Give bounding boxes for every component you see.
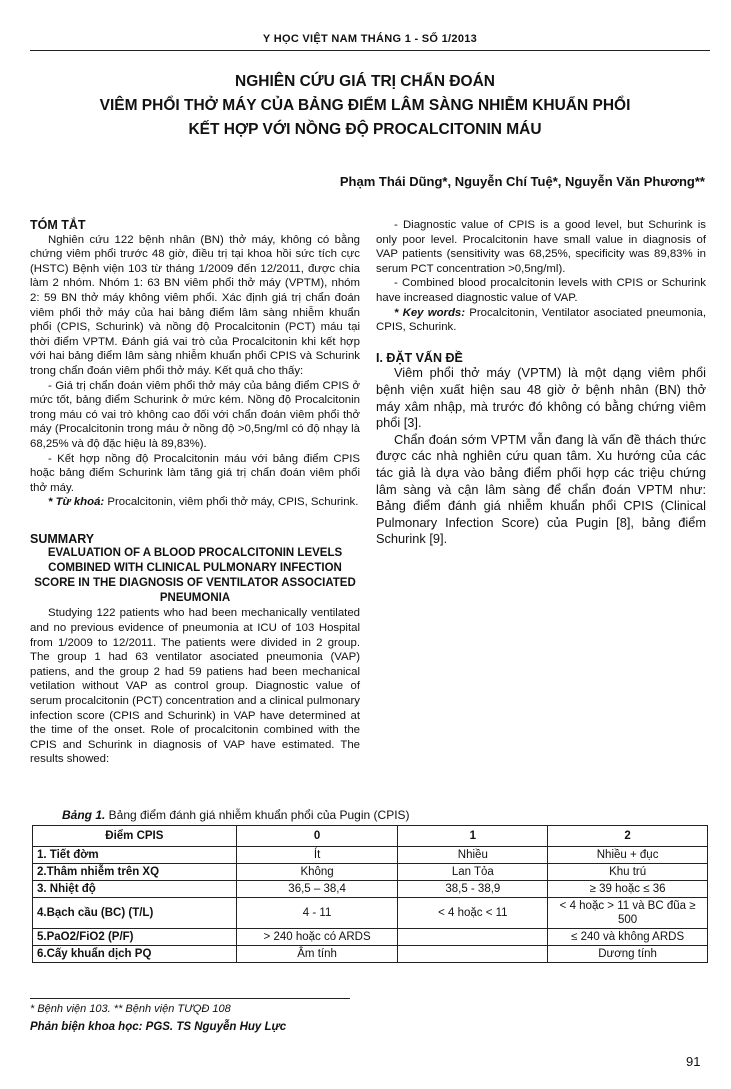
abstract-result-2: - Kết hợp nồng độ Procalcitonin máu với bảng điểm CPIS hoặc bảng điểm Schurink làm tăng giá trị chẩn đoán viêm phổi thở máy.	[30, 452, 360, 494]
table-row	[33, 881, 708, 898]
article-title	[40, 70, 690, 142]
table-cell: Không	[236, 864, 398, 881]
table-header: 0	[236, 826, 398, 847]
table-cell: 36,5 – 38,4	[236, 881, 398, 898]
keywords-label-en: * Key words:	[394, 306, 466, 319]
abstract-result-1: - Giá trị chẩn đoán viêm phổi thở máy của bảng điểm CPIS ở mức tốt, bảng điểm Schurink ở mức kém. Nồng độ Procalcitonin trong máu có vai trò không cao đối với chẩn đoán viêm phổi thở máy (Procalcitonin trong máu ở nồng độ >0,5ng/ml có độ nhạy là 68,25% và độ đặc hiệu là 89,83%).	[30, 379, 360, 450]
keywords-text-en: Procalcitonin, Ventilator asociated pneumonia, CPIS, Schurink.	[376, 306, 706, 334]
intro-heading: I. ĐẶT VẤN ĐỀ	[376, 350, 463, 365]
table-cell: 1. Tiết đờm	[33, 847, 237, 864]
table-row	[33, 847, 708, 864]
page-number: 91	[686, 1054, 701, 1069]
table-cell: 6.Cấy khuẩn dịch PQ	[33, 946, 237, 963]
header-rule	[30, 50, 710, 51]
summary-heading: SUMMARY	[30, 531, 95, 546]
abstract-keywords	[30, 495, 360, 510]
table-cell: 5.PaO2/FiO2 (P/F)	[33, 929, 237, 946]
table-row	[33, 898, 708, 929]
table-cell: ≥ 39 hoặc ≤ 36	[548, 881, 708, 898]
title-line-2: VIÊM PHỔI THỞ MÁY CỦA BẢNG ĐIỂM LÂM SÀNG NHIỄM KHUẨN PHỔI	[99, 97, 631, 114]
intro-paragraph-2: Chẩn đoán sớm VPTM vẫn đang là vấn đề thách thức được các nhà nghiên cứu quan tâm. Xu hướng của các tác giả là dựa vào bảng điểm phối hợp các triệu chứng lâm sàng và cận lâm sàng để chẩn đoán VPTM như: Bảng điểm đánh giá nhiễm khuẩn phổi CPIS (Clinical Pulmonary Infection Score) của Pugin [8], bảng điểm Schurink [9].	[376, 431, 706, 547]
table-cell: Ít	[236, 847, 398, 864]
table-cell: Nhiều + đục	[548, 847, 708, 864]
table-caption	[62, 808, 410, 822]
summary-result-2: - Combined blood procalcitonin levels with CPIS or Schurink have increased diagnostic value of VAP.	[376, 277, 706, 304]
table-cell: 38,5 - 38,9	[398, 881, 548, 898]
table-row	[33, 929, 708, 946]
table-row	[33, 946, 708, 963]
table-cell: 3. Nhiệt độ	[33, 881, 237, 898]
running-header: Y HỌC VIỆT NAM THÁNG 1 - SỐ 1/2013	[262, 33, 478, 45]
abstract-heading: TÓM TẮT	[30, 218, 86, 232]
table-cell: Nhiều	[398, 847, 548, 864]
table-cell	[398, 929, 548, 946]
left-column	[30, 218, 360, 767]
table-cell	[398, 946, 548, 963]
right-column	[376, 218, 706, 548]
keywords-label: * Từ khoá:	[48, 496, 105, 509]
keywords-text: Procalcitonin, viêm phổi thở máy, CPIS, Schurink.	[104, 496, 359, 509]
table-cell: Khu trú	[548, 864, 708, 881]
table-row	[33, 864, 708, 881]
title-line-1: NGHIÊN CỨU GIÁ TRỊ CHẨN ĐOÁN	[235, 73, 495, 90]
intro-paragraph-1: Viêm phổi thở máy (VPTM) là một dạng viêm phổi bệnh viện xuất hiện sau 48 giờ ở bệnh nhân (BN) thở máy xâm nhập, mà trước đó không có bằng chứng viêm phổi [3].	[376, 365, 706, 431]
table-header: 2	[548, 826, 708, 847]
abstract-paragraph: Nghiên cứu 122 bệnh nhân (BN) thở máy, không có bằng chứng viêm phổi trước 48 giờ, điều trị tại khoa hồi sức tích cực (HSTC) Bệnh viện 103 từ tháng 1/2009 đến 12/2011, được chia làm 2 nhóm. Nhóm 1: 63 BN viêm phổi thở máy (VPTM), nhóm 2: 59 BN thở máy không viêm phổi. Xác định giá trị chẩn đoán viêm phổi thở máy của hai bảng điểm lâm sàng nhiễm khuẩn phổi (CPIS, Schurink) và nồng độ Procalcitonin (PCT) máu tại thời điểm VPTM. Đánh giá vai trò của Procalcitonin khi kết hợp với hai bảng điểm lâm sàng nhiễm khuẩn phổi CPIS và Schurink trong chẩn đoán viêm phổi thở máy. Kết quả cho thấy:	[30, 233, 360, 377]
table-cell: < 4 hoặc < 11	[398, 898, 548, 929]
table-cell: 4.Bạch cầu (BC) (T/L)	[33, 898, 237, 929]
reviewer-footnote: Phản biện khoa học: PGS. TS Nguyễn Huy Lực	[30, 1021, 287, 1033]
table-header-row	[33, 826, 708, 847]
summary-paragraph-start: Studying 122 patients who had been mechanically ventilated and no previous evidence of pneumonia at ICU of 103 Hospital from 1/2009 to 12/2011. The patients were divided in 2 group. The group 1 had 63 ventilator asociated pneumonia (VAP) patiens, and the group 2 had 59 patiens had been mechanical vetilation without VAP as control group. Diagnostic value of serum procalcitonin (PCT) concentration and a clinical pulmonary infection score (CPIS and Schurink) in VAP have determined at the time of the onset. Role of procalcitonin combined with the CPIS and Schurink in diagnosis of VAP have estimated. The results showed:	[30, 607, 360, 766]
table-cell: > 240 hoặc có ARDS	[236, 929, 398, 946]
table-cell: ≤ 240 và không ARDS	[548, 929, 708, 946]
table-cell: < 4 hoặc > 11 và BC đũa ≥ 500	[548, 898, 708, 929]
table-cell: Dương tính	[548, 946, 708, 963]
summary-keywords	[376, 306, 706, 335]
summary-result-1: - Diagnostic value of CPIS is a good level, but Schurink is only poor level. Procalcitonin have small value in diagnosis of VAP patients (sensitivity was 68,25%, specificity was 89,83% in serum PCT concentration >0,5ng/ml).	[376, 219, 706, 275]
footnote-rule	[30, 998, 350, 999]
table-cell: Lan Tỏa	[398, 864, 548, 881]
table-header: 1	[398, 826, 548, 847]
table-cell: 4 - 11	[236, 898, 398, 929]
affiliation-footnote: * Bệnh viện 103. ** Bệnh viện TƯQĐ 108	[30, 1003, 231, 1015]
cpis-table	[32, 825, 708, 963]
table-header: Điểm CPIS	[33, 826, 237, 847]
table-cell: Âm tính	[236, 946, 398, 963]
table-cell: 2.Thâm nhiễm trên XQ	[33, 864, 237, 881]
summary-title: EVALUATION OF A BLOOD PROCALCITONIN LEVELS COMBINED WITH CLINICAL PULMONARY INFECTION SCORE IN THE DIAGNOSIS OF VENTILATOR ASSOCIATED PNEUMONIA	[34, 547, 356, 605]
table-caption-text: Bảng điểm đánh giá nhiễm khuẩn phổi của Pugin (CPIS)	[105, 808, 410, 822]
authors: Phạm Thái Dũng*, Nguyễn Chí Tuệ*, Nguyễn Văn Phương**	[339, 174, 705, 189]
table-caption-label: Bảng 1.	[62, 808, 106, 822]
title-line-3: KẾT HỢP VỚI NỒNG ĐỘ PROCALCITONIN MÁU	[188, 121, 542, 138]
